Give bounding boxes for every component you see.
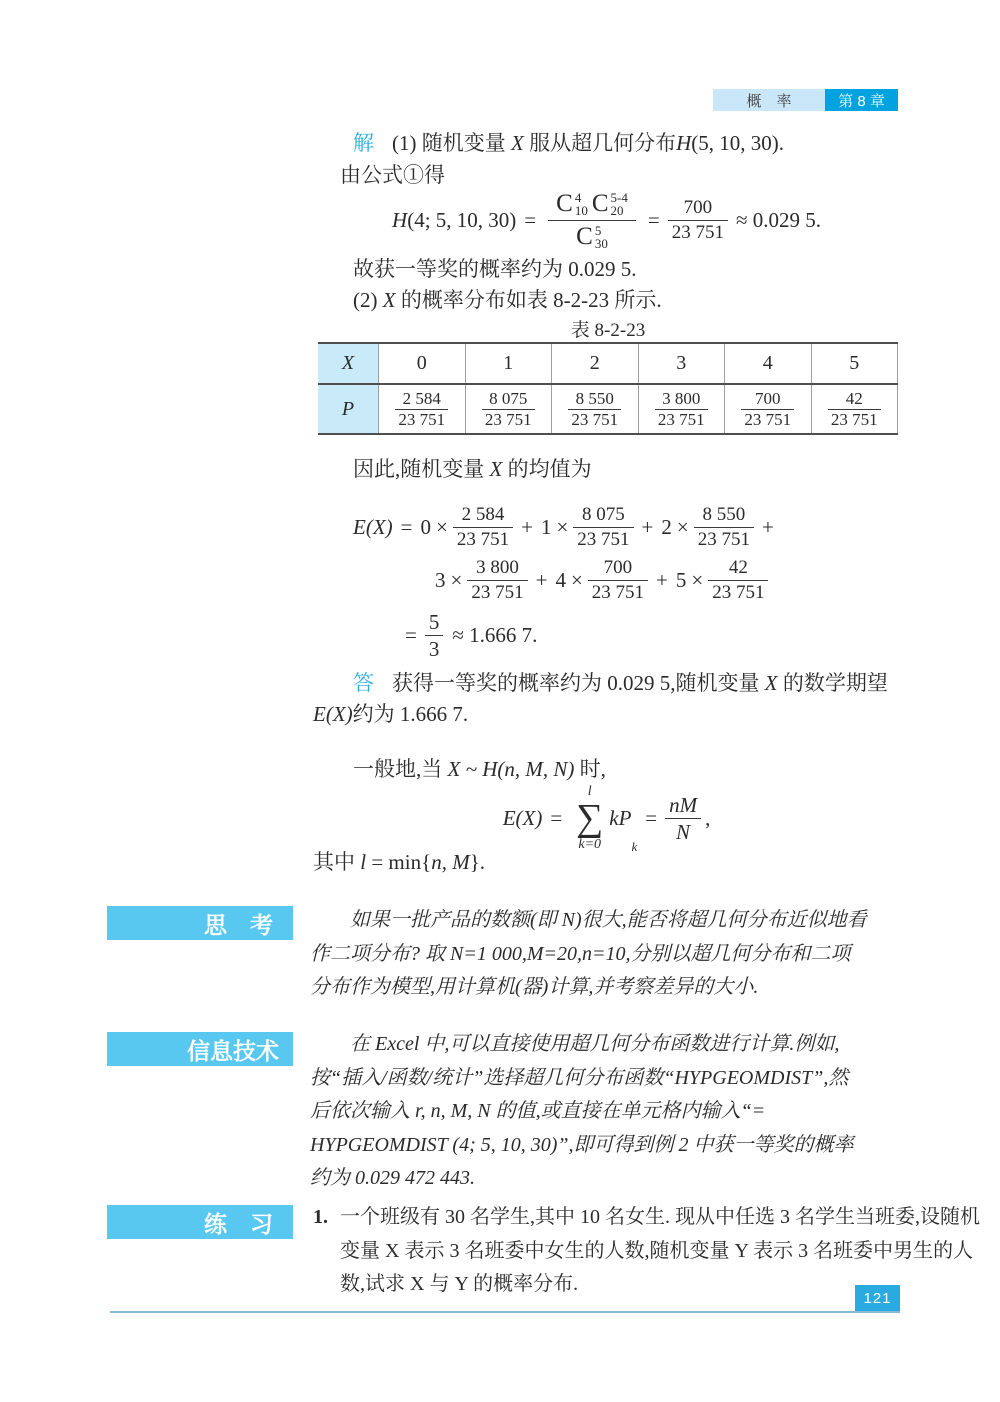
times-sign: × [676,515,689,539]
row-label-p: P [318,385,379,433]
equals-sign: = [400,515,413,539]
solution-label: 解 [353,131,374,155]
exercise-section-tag [107,1205,293,1239]
think-text-line: 作二项分布? 取 N=1 000,M=20,n=10,分别以超几何分布和二项 [310,942,851,965]
combination-c20-5-4: C 5-4 20 [591,189,628,218]
x-value: 1 [466,344,553,383]
comma: , [705,805,711,830]
var-l: l [360,850,367,874]
fraction: $\frac{8 075}{23 751}$ [573,505,633,550]
think-text-line: 如果一批产品的数额(即 N)很大,能否将超几何分布近似地看 [350,909,867,931]
solution-text: (1) 随机变量 [392,131,511,155]
var-distribution: X ~ H(n, M, N) [447,757,575,781]
page-header [713,89,898,111]
fraction-nm-n: $\frac{nM}{N}$ [665,794,701,843]
it-text-line: HYPGEOMDIST (4; 5, 10, 30)”,即可得到例 2 中获一等奖的概率 [310,1133,854,1156]
formula-args: (4; 5, 10, 30) [407,207,517,232]
table-caption: 表 8-2-23 [570,320,646,341]
think-text-line: 分布作为模型,用计算机(器)计算,并考察差异的大小. [310,976,759,998]
plus-sign: + [521,515,533,539]
answer-label: 答 [353,671,374,695]
times-sign: × [570,568,583,592]
sigma-icon: ∑ [576,797,604,839]
approx-value: ≈ 1.666 7. [452,623,538,647]
header-chapter-badge: 第 8 章 [825,89,898,111]
solution-line-1 [353,130,784,156]
p-value: $\frac{8 550}{23 751}$ [552,385,639,433]
where-clause: 其中 l = min{n, M}. [313,850,486,874]
answer-line-2: E(X)约为 1.666 7. [313,702,469,726]
table-row-p [318,385,898,433]
x-value: 5 [812,344,899,383]
p-value: $\frac{42}{23 751}$ [812,385,899,433]
times-sign: × [436,515,448,539]
it-text-line: 按“插入/函数/统计”选择超几何分布函数“HYPGEOMDIST”,然 [310,1066,849,1089]
general-intro: 一般地,当 X ~ H(n, M, N) 时, [353,757,606,781]
x-value: 2 [552,344,639,383]
think-section-text [310,904,867,1005]
var-x: X [511,131,524,155]
solution-text: (5, 10, 30). [691,131,784,155]
plus-sign: + [761,515,774,539]
p-value: $\frac{700}{23 751}$ [725,385,812,433]
ex-symbol: E(X) [502,805,543,830]
x-value: 0 [379,344,466,383]
combination-fraction [548,191,636,250]
sum-body-subscript: k [631,839,638,854]
formula-expectation [313,784,900,854]
var-nm: n, M [431,850,470,874]
equals-sign: = [550,805,563,830]
exercise-text-line: 变量 X 表示 3 名班委中女生的人数,随机变量 Y 表示 3 名班委中男生的人 [340,1239,974,1262]
equals-sign: = [645,805,658,830]
it-section-tag [107,1032,293,1066]
fraction: $\frac{2 584}{23 751}$ [453,505,513,550]
plus-sign: + [535,568,548,592]
header-subject-badge: 概 率 [713,89,825,111]
it-text-line: 约为 0.029 472 443. [310,1167,475,1189]
solution-line-2: 由公式①得 [340,163,445,187]
it-text-line: 后依次输入 r, n, M, N 的值,或直接在单元格内输入“= [310,1100,766,1122]
var-h: H [676,131,692,155]
exercise-text-line: 一个班级有 30 名学生,其中 10 名女生. 现从中任选 3 名学生当班委,设随机 [340,1206,980,1228]
formula-hypergeometric [313,186,900,254]
p-value: $\frac{8 075}{23 751}$ [466,385,553,433]
table-row-x [318,344,898,385]
fraction: $\frac{8 550}{23 751}$ [694,505,754,550]
equals-sign: = [405,623,417,647]
sum-body: kP [609,805,632,830]
answer-line-1: 答 获得一等奖的概率约为 0.029 5,随机变量 X 的数学期望 [353,671,888,695]
mean-intro: 因此,随机变量 X 的均值为 [353,457,592,481]
equals-sign: = [647,207,660,232]
x-value: 3 [639,344,726,383]
sigma-sum [576,784,603,852]
footer-rule [110,1311,900,1313]
p-value: $\frac{2 584}{23 751}$ [379,385,466,433]
solution-line-4: (2) X 的概率分布如表 8-2-23 所示. [353,288,662,312]
times-sign: × [691,568,704,592]
plus-sign: + [641,515,654,539]
sum-upper-limit: l [587,784,592,799]
times-sign: × [556,515,569,539]
fraction: $\frac{3 800}{23 751}$ [467,558,527,603]
p-value: $\frac{3 800}{23 751}$ [639,385,726,433]
combination-c10-4: C 4 10 [556,189,588,218]
solution-text: 服从超几何分布 [523,131,677,155]
think-section-tag [107,906,293,940]
var-x: X [764,671,778,695]
ex-symbol: E(X) [353,515,393,539]
times-sign: × [450,568,463,592]
it-text-line: 在 Excel 中,可以直接使用超几何分布函数进行计算.例如, [350,1033,840,1055]
approx-value: ≈ 0.029 5. [735,207,821,232]
var-x: X [489,457,503,481]
mean-calc-line-3 [405,611,537,660]
var-h: H [392,207,408,232]
row-label-x: X [318,344,379,383]
it-section-text [310,1028,854,1196]
probability-table [318,342,898,435]
mean-calc-line-1: E(X) = 0 × $\frac{2 584}{23 751}$ + 1 × $\frac{8 075}{23 751}$ + 2 × $\frac{8 550}{23 751}$ + [353,504,774,550]
fraction: $\frac{42}{23 751}$ [708,558,768,603]
combination-c30-5: C 5 30 [576,222,608,251]
page-number-badge: 121 [855,1285,900,1311]
sum-lower-limit: k=0 [578,837,602,852]
var-x: X [382,288,396,312]
exercise-number: 1. [313,1206,328,1228]
exercise-tag-label: 练 习 [204,1210,273,1237]
ex-symbol: E(X) [313,702,353,726]
x-value: 4 [725,344,812,383]
fraction: $\frac{700}{23 751}$ [588,558,648,603]
fraction-700-23751: $\frac{700}{23 751}$ [668,198,728,243]
mean-calc-line-2: 3 × $\frac{3 800}{23 751}$ + 4 × $\frac{700}{23 751}$ + 5 × $\frac{42}{23 751}$ [435,558,768,603]
think-tag-label: 思 考 [204,911,273,938]
plus-sign: + [656,568,668,592]
solution-line-3: 故获一等奖的概率约为 0.029 5. [353,257,637,281]
equals-sign: = [524,207,537,232]
fraction-5-3: $\frac{5}{3}$ [425,611,444,660]
it-tag-label: 信息技术 [187,1037,279,1064]
exercise-text-line: 数,试求 X 与 Y 的概率分布. [340,1273,579,1295]
